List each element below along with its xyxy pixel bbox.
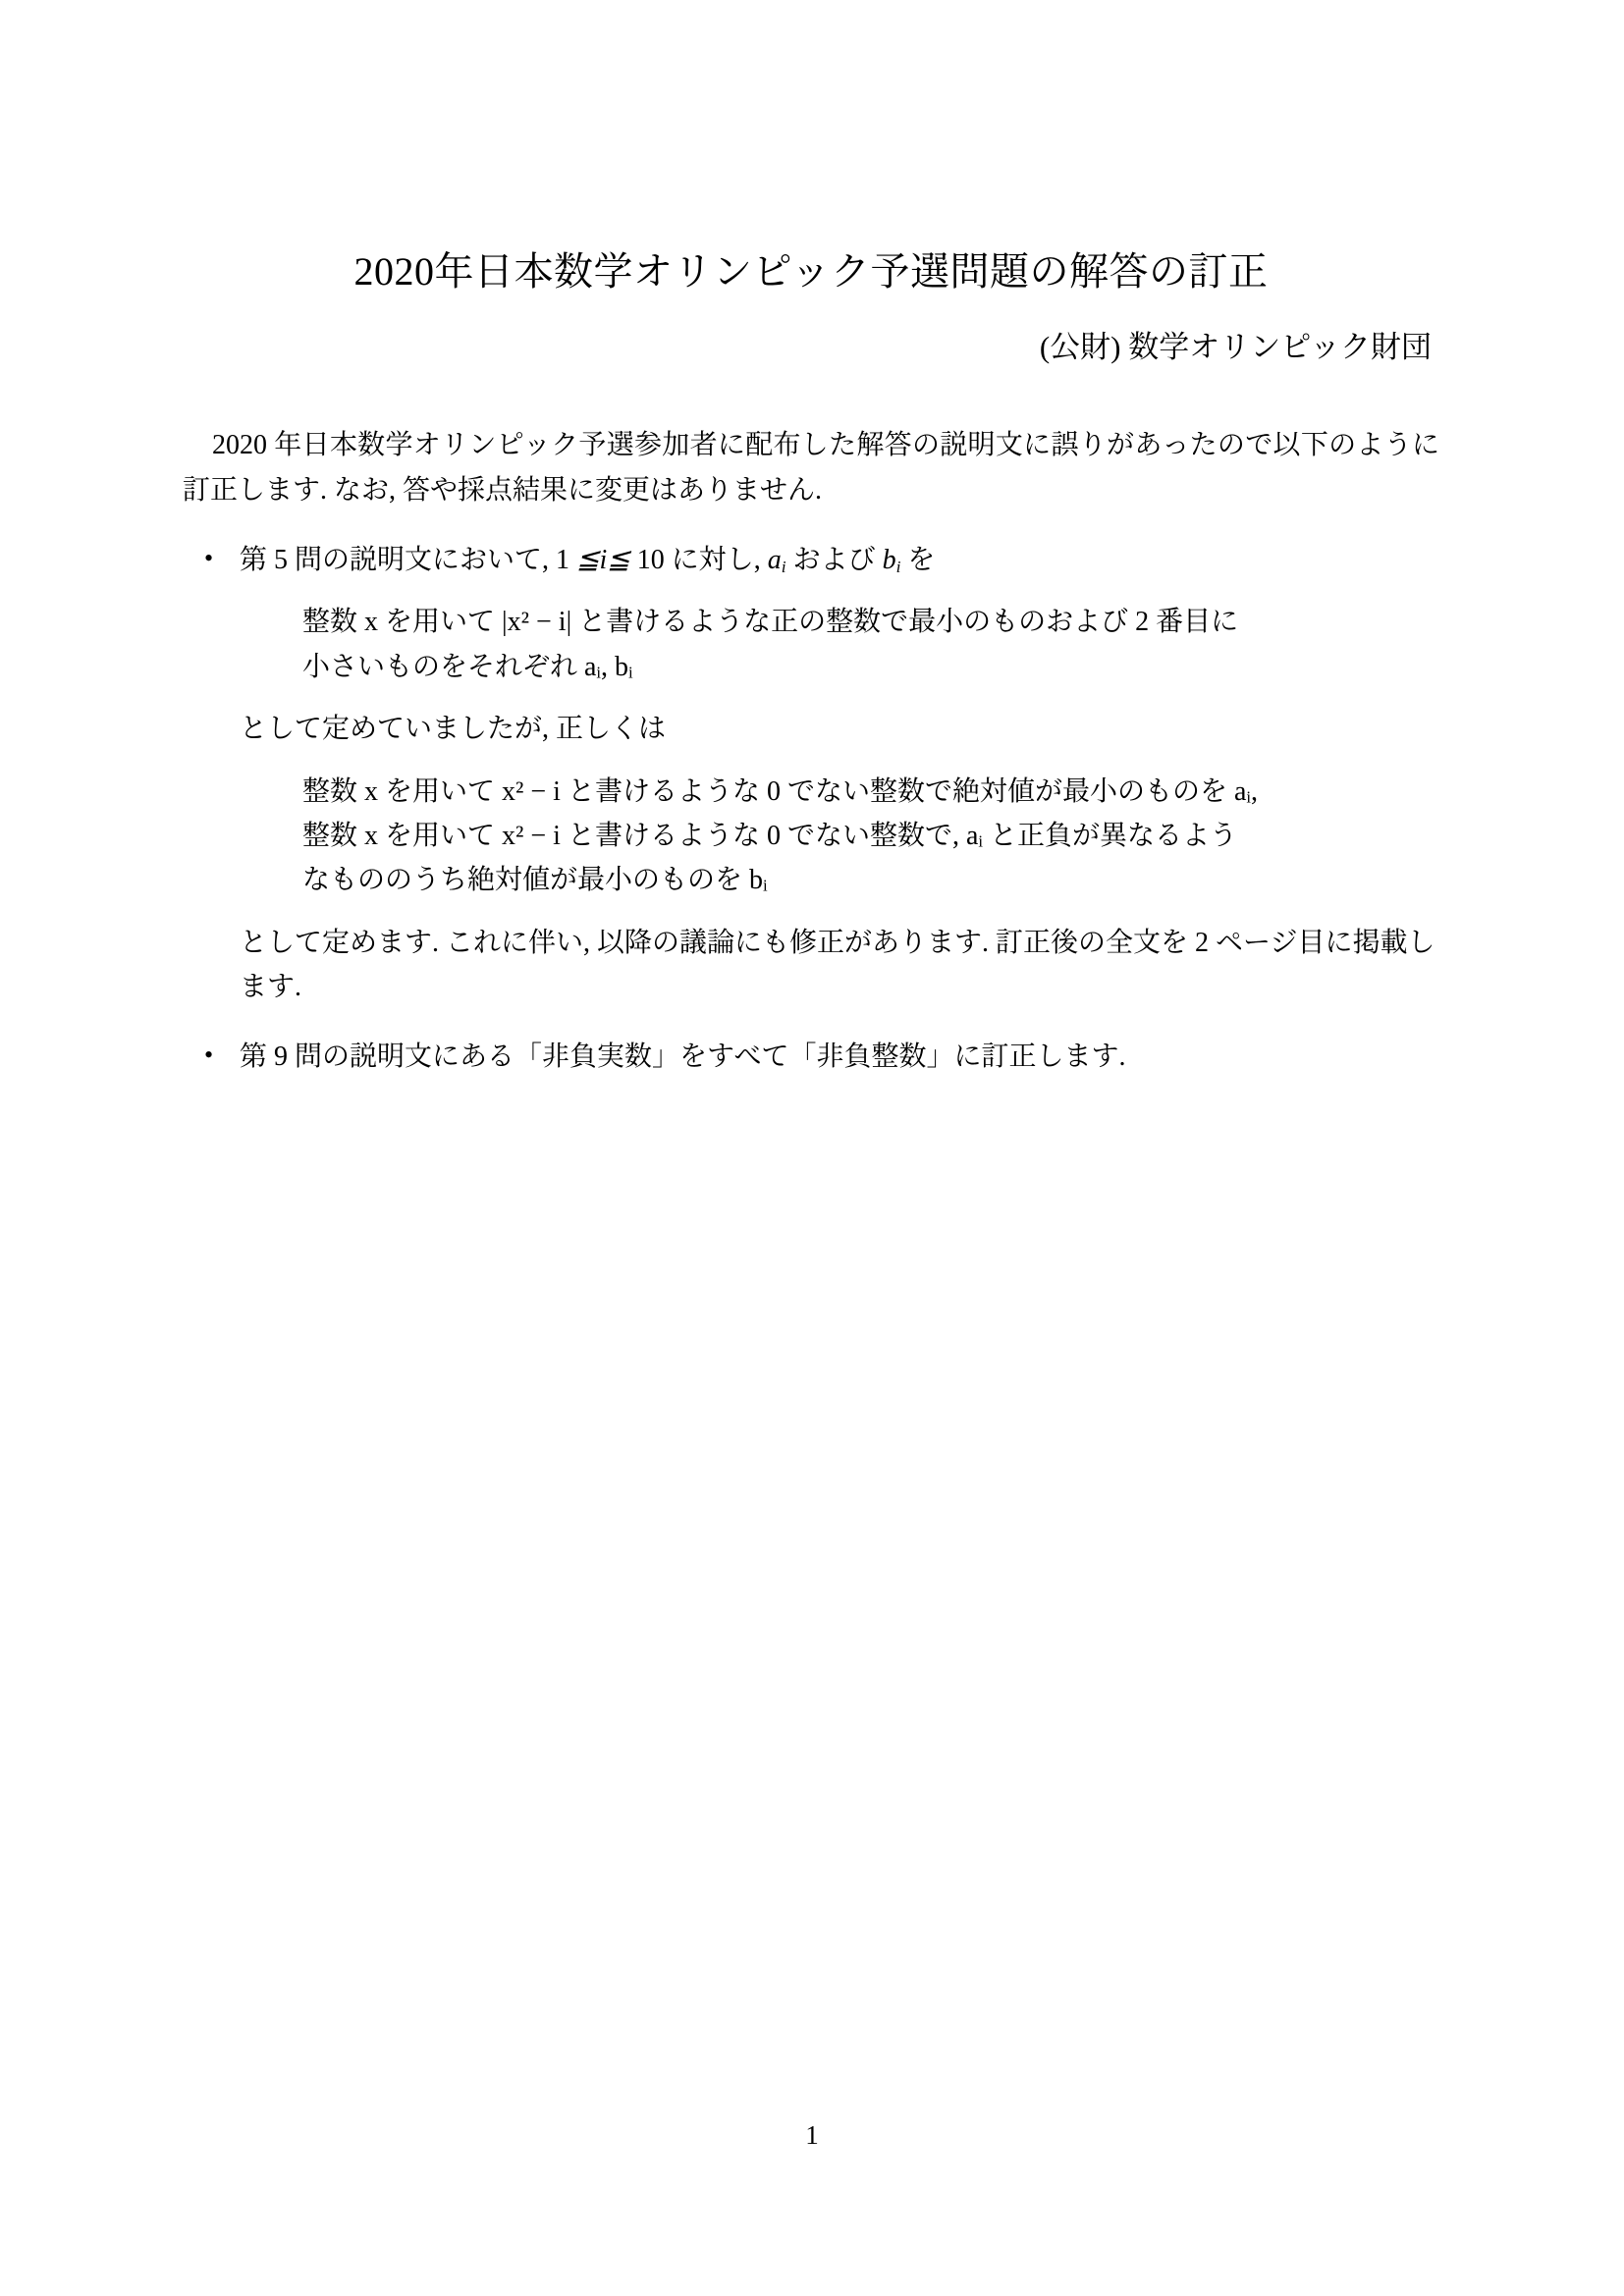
item-1-a-base: a	[767, 545, 782, 576]
quote-new-line-3: なもののうち絶対値が最小のものを bᵢ	[302, 865, 768, 896]
correction-list	[183, 538, 1439, 1080]
quote-new-line-2: 整数 x を用いて x² − i と書けるような 0 でない整数で, aᵢ と正負が異なるよう	[302, 820, 1237, 851]
item-1-a-index: i	[781, 557, 786, 576]
quote-old-line-1: 整数 x を用いて |x² − i| と書けるような正の整数で最小のものおよび 2 番目に	[302, 607, 1239, 638]
item-1-b-base: b	[882, 545, 896, 576]
item-1-b-symbol	[883, 545, 901, 575]
document-content	[183, 245, 1439, 1105]
item-1-lead-part1: 第 5 問の説明文において, 1	[240, 545, 577, 576]
quote-old-definition	[302, 600, 1439, 689]
item-1-b-index: i	[895, 557, 901, 576]
item-1-a-symbol	[768, 545, 786, 575]
quote-new-line-1: 整数 x を用いて x² − i と書けるような 0 でない整数で絶対値が最小のものを aᵢ,	[302, 775, 1258, 807]
page-title: 2020年日本数学オリンピック予選問題の解答の訂正	[353, 249, 1269, 294]
list-item	[183, 1035, 1439, 1079]
quote-old-line-2: 小さいものをそれぞれ aᵢ, bᵢ	[302, 651, 633, 682]
intro-paragraph: 2020 年日本数学オリンピック予選参加者に配布した解答の説明文に誤りがあったので以下のように訂正します. なお, 答や採点結果に変更はありません.	[183, 430, 1439, 506]
item-1-middle-text: として定めていましたが, 正しくは	[240, 714, 667, 745]
item-1-rel2: ≦	[607, 545, 630, 576]
quote-new-definition	[302, 770, 1439, 903]
page-number: 1	[805, 2120, 819, 2150]
byline-organization: (公財) 数学オリンピック財団	[1039, 330, 1432, 364]
item-1-lead-tail: を	[900, 545, 936, 576]
item-1-lead-part2: に対し,	[671, 545, 768, 576]
item-1-conj: および	[785, 545, 883, 576]
item-2-text: • 第 9 問の説明文にある「非負実数」をすべて「非負整数」に訂正します.	[240, 1041, 1126, 1073]
item-1-var-i: i	[599, 545, 608, 576]
item-1-rel1: ≦	[576, 545, 600, 576]
item-1-closing-text: として定めます. これに伴い, 以降の議論にも修正があります. 訂正後の全文を 2 ページ目に掲載します.	[240, 927, 1435, 1002]
list-item	[183, 538, 1439, 1009]
item-1-num10: 10	[629, 545, 672, 576]
item-1-lead	[240, 538, 1439, 582]
